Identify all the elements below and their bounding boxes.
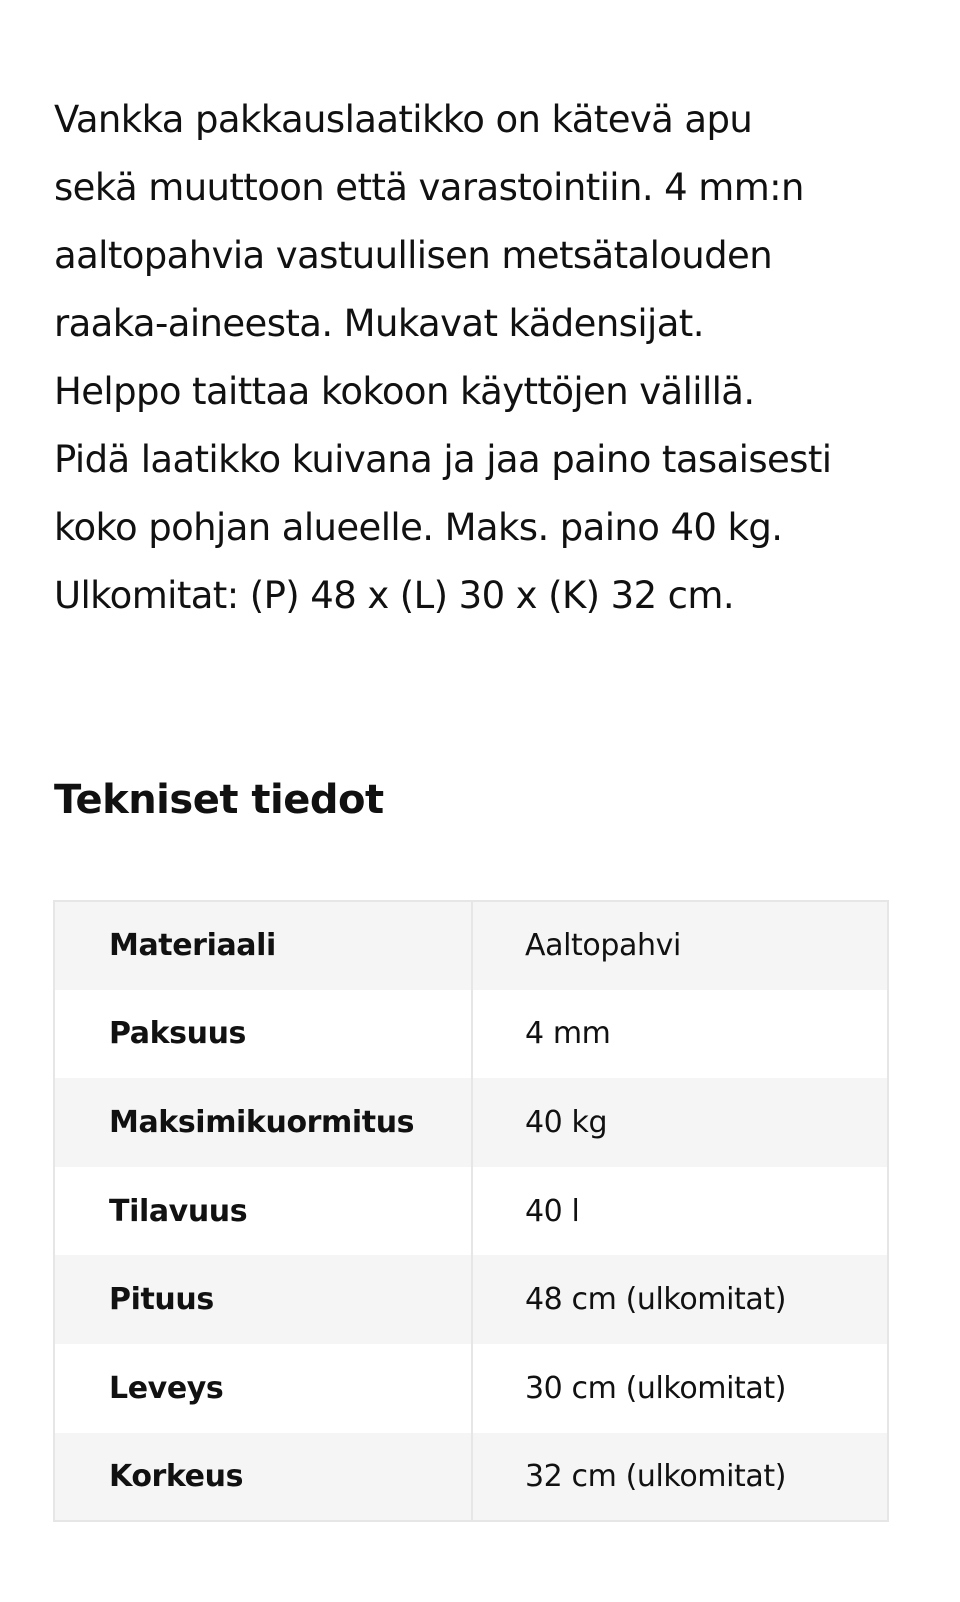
description-line: koko pohjan alueelle. Maks. paino 40 kg. bbox=[54, 506, 783, 549]
spec-label-length: Pituus bbox=[54, 1255, 472, 1344]
description-line: sekä muuttoon että varastointiin. 4 mm:n bbox=[54, 166, 804, 209]
product-description bbox=[54, 86, 914, 630]
spec-label-thickness: Paksuus bbox=[54, 990, 472, 1079]
specs-table bbox=[53, 900, 889, 1522]
table-row bbox=[54, 1078, 888, 1167]
spec-value-thickness: 4 mm bbox=[525, 1016, 611, 1052]
table-row bbox=[54, 990, 888, 1079]
table-row bbox=[54, 1167, 888, 1256]
spec-label-max-load: Maksimikuormitus bbox=[54, 1078, 472, 1167]
table-row bbox=[54, 1255, 888, 1344]
table-row bbox=[54, 901, 888, 990]
spec-value-height: 32 cm (ulkomitat) bbox=[525, 1458, 787, 1494]
description-line: raaka-aineesta. Mukavat kädensijat. bbox=[54, 302, 704, 345]
specs-heading: Tekniset tiedot bbox=[54, 777, 384, 823]
spec-value-length: 48 cm (ulkomitat) bbox=[525, 1282, 787, 1318]
table-row bbox=[54, 1433, 888, 1522]
spec-label-volume: Tilavuus bbox=[54, 1167, 472, 1256]
description-line: Vankka pakkauslaatikko on kätevä apu bbox=[54, 98, 753, 141]
description-line: Ulkomitat: (P) 48 x (L) 30 x (K) 32 cm. bbox=[54, 574, 735, 617]
table-row bbox=[54, 1344, 888, 1433]
spec-label-height: Korkeus bbox=[54, 1433, 472, 1522]
description-line: aaltopahvia vastuullisen metsätalouden bbox=[54, 234, 773, 277]
description-line: Helppo taittaa kokoon käyttöjen välillä. bbox=[54, 370, 755, 413]
spec-label-material: Materiaali bbox=[54, 901, 472, 990]
spec-value-volume: 40 l bbox=[525, 1193, 580, 1229]
spec-label-width: Leveys bbox=[54, 1344, 472, 1433]
spec-value-max-load: 40 kg bbox=[525, 1104, 608, 1140]
description-line: Pidä laatikko kuivana ja jaa paino tasaisesti bbox=[54, 438, 832, 481]
spec-value-width: 30 cm (ulkomitat) bbox=[525, 1370, 787, 1406]
spec-value-material: Aaltopahvi bbox=[525, 928, 681, 964]
